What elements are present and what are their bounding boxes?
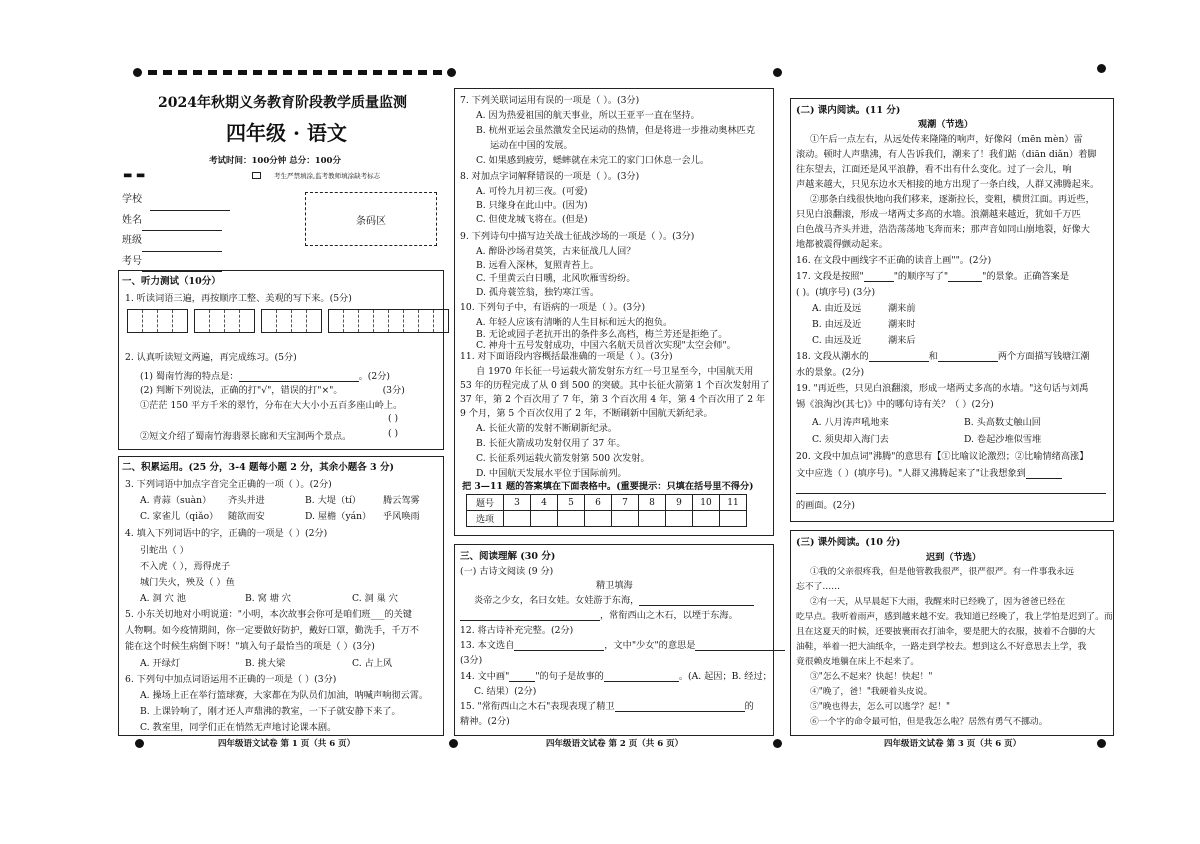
exam-info: 考试时间：100分钟 总分：100分 — [209, 156, 341, 166]
option-3B[interactable]: B. 大堤（tí） — [305, 495, 361, 506]
answer-cell[interactable] — [639, 511, 666, 527]
option-4A[interactable]: A. 洞 穴 池 — [140, 593, 186, 604]
question-17: 17. 文段是按照" "的顺序写了" "的景象。正确答案是 — [796, 271, 1070, 282]
answer-cell[interactable] — [693, 511, 720, 527]
section-title: 三、阅读理解 (30 分) — [460, 551, 556, 562]
passage-line: ⑤"晚也得去，怎么可以逃学？起！" — [810, 702, 951, 712]
option-11D[interactable]: D. 中国航天发展水平位于国际前列。 — [476, 468, 627, 479]
passage-line: ③"怎么不起来？快起！快起！" — [810, 672, 933, 682]
question-16: 16. 在文段中画线字不正确的读音上画""。(2分) — [796, 255, 992, 266]
question-2b1: ①茫茫 150 平方千米的翠竹，分布在大大小小五百多座山岭上。 — [140, 400, 403, 411]
question-4a: 引蛇出（ ） — [140, 545, 189, 556]
question-13: 13. 本文选自 ，文中"少女"的意思是 — [460, 637, 785, 651]
table-cell: 9 — [666, 495, 693, 511]
question-4b: 不入虎（ ），焉得虎子 — [140, 561, 231, 572]
option-5C[interactable]: C. 占上风 — [352, 658, 393, 669]
option-7B2: 运动在中国的发展。 — [490, 140, 573, 151]
corner-dot — [135, 739, 144, 748]
field-class[interactable]: 班级 — [122, 231, 230, 252]
answer-line[interactable] — [796, 481, 1106, 494]
table-cell: 5 — [558, 495, 585, 511]
question-6: 6. 下列句中加点词语运用不正确的一项是（ ）(3分) — [125, 674, 337, 685]
option-17C2: 潮来后 — [888, 335, 916, 346]
question-15-b: 精神。(2分) — [460, 716, 510, 727]
option-3A2: 齐头并进 — [228, 495, 265, 506]
passage-line: ②有一天，从早晨起下大雨，我醒来时已经晚了，因为爸爸已经在 — [810, 597, 1066, 607]
question-17-answer: ( )。(填序号) (3分) — [796, 287, 876, 298]
question-2b2: ②短文介绍了蜀南竹海翡翠长廊和天宝洞两个景点。 — [140, 431, 352, 442]
option-7A[interactable]: A. 因为热爱祖国的航天事业，所以王亚平一直在坚持。 — [476, 110, 700, 121]
table-cell: 选项 — [467, 511, 504, 527]
section-title: 一、听力测试（10分） — [122, 276, 221, 287]
page-footer: 四年级语文试卷 第 2 页（共 6 页） — [546, 739, 684, 749]
answer-cell[interactable] — [666, 511, 693, 527]
option-4C[interactable]: C. 洞 巢 穴 — [352, 593, 398, 604]
passage-11-line: 自 1970 年长征一号运载火箭发射东方红一号卫星至今，中国航天用 — [476, 366, 754, 377]
passage-line: 油鞋，举着一把大油纸伞，一路走到学校去。想到这么不好意思去上学，我 — [796, 642, 1087, 652]
corner-dot — [1097, 739, 1106, 748]
question-9: 9. 下列诗句中描写边关战士征战沙场的一项是（ ）。(3分) — [460, 231, 695, 242]
question-10: 10. 下列句子中，有语病的一项是（ ）。(3分) — [460, 302, 646, 313]
option-6A[interactable]: A. 操场上正在举行篮球赛，大家都在为队员们加油，呐喊声响彻云霄。 — [140, 690, 429, 701]
question-20c: 的画面。(2分) — [796, 500, 855, 511]
answer-cell[interactable] — [720, 511, 747, 527]
option-9D[interactable]: D. 孤舟蓑笠翁，独钓寒江雪。 — [476, 286, 600, 298]
section-title: 二、积累运用。(25 分，3-4 题每小题 2 分，其余小题各 3 分) — [122, 462, 394, 473]
answer-paren[interactable]: ( ) — [388, 428, 399, 439]
option-6C[interactable]: C. 教室里，同学们正在悄然无声地讨论课本剧。 — [140, 722, 337, 733]
poem-line: 炎帝之少女，名曰女娃。女娃游于东海， — [474, 592, 754, 606]
option-8C[interactable]: C. 但使龙城飞将在。(但是) — [476, 214, 588, 225]
question-1: 1. 听读词语三遍，再按顺序工整、美观的写下来。(5分) — [125, 293, 352, 304]
option-10B[interactable]: B. 无论或园子老抗开出的条件多么高档，梅兰芳还是拒绝了。 — [476, 328, 728, 340]
passage-11-line: 53 年的历程完成了从 0 到 500 的突破。其中长征火箭第 1 个百次发射用了 — [460, 380, 770, 391]
field-school[interactable]: 学校 — [122, 190, 230, 211]
table-cell: 3 — [504, 495, 531, 511]
question-2a: (1) 蜀南竹海的特点是： 。(2分) — [140, 371, 391, 382]
question-5c: 能在这个时候生病倒下呀！"填入句子最恰当的项是（ ）(3分) — [125, 641, 375, 652]
table-row — [467, 495, 747, 511]
option-17A[interactable]: A. 由近及远 — [812, 303, 862, 314]
question-19b: 锡《浪淘沙(其七)》中的哪句诗有关？（ ）(2分) — [796, 399, 994, 410]
poem-title: 精卫填海 — [596, 580, 633, 591]
field-name[interactable]: 姓名 — [122, 211, 230, 232]
passage-line: 声越来越大，只见东边水天相接的地方出现了一条白线，人群又沸腾起来。 — [796, 179, 1100, 190]
answer-table — [466, 494, 747, 527]
question-4: 4. 填入下列词语中的字，正确的一项是（ ）(2分) — [125, 528, 328, 539]
option-9B[interactable]: B. 远看入深林，复照青苔上。 — [476, 259, 599, 271]
option-17A2: 潮来前 — [888, 303, 916, 314]
table-cell: 11 — [720, 495, 747, 511]
passage-line: 且在这夏天的时候，还要披裹雨衣打油伞，要是肥大的衣服，披着不合脚的大 — [796, 627, 1096, 637]
section-title: (三) 课外阅读。(10 分) — [796, 537, 901, 548]
question-5b: 人物啊。如今疫情期间，你一定要做好防护，戴好口罩，勤洗手，千万不 — [125, 625, 419, 636]
table-cell: 7 — [612, 495, 639, 511]
option-3C2: 随欲而安 — [228, 511, 265, 522]
question-11: 11. 对下面语段内容概括最准确的一项是（ ）。(3分) — [460, 351, 673, 362]
table-cell: 8 — [639, 495, 666, 511]
passage-line: 忘不了…… — [796, 582, 840, 592]
barcode-area: 条码区 — [305, 192, 437, 246]
option-6B[interactable]: B. 上课铃响了，刚才还人声鼎沸的教室，一下子就安静下来了。 — [140, 706, 401, 717]
corner-dot — [447, 68, 456, 77]
question-18-b: 水的景象。(2分) — [796, 367, 865, 378]
question-4c: 城门失火，殃及（ ）鱼 — [140, 577, 235, 588]
corner-dot — [133, 68, 142, 77]
corner-dot — [449, 739, 458, 748]
option-19B[interactable]: B. 头高数丈触山回 — [964, 417, 1041, 428]
notice-box — [252, 172, 261, 179]
option-19C[interactable]: C. 须臾却入海门去 — [812, 434, 889, 445]
option-7B1[interactable]: B. 杭州亚运会虽然激发全民运动的热情，但是将进一步推动奥林匹克 — [476, 125, 756, 136]
option-10A[interactable]: A. 年轻人应该有清晰的人生目标和远大的抱负。 — [476, 317, 673, 328]
answer-cell[interactable] — [612, 511, 639, 527]
question-20b: 文中应选（ ）(填序号)。"人群又沸腾起来了"让我想象到 — [796, 465, 1062, 479]
question-2: 2. 认真听读短文两遍，再完成练习。(5分) — [125, 352, 297, 363]
page-footer: 四年级语文试卷 第 3 页（共 6 页） — [884, 739, 1022, 749]
option-17B[interactable]: B. 由远及近 — [812, 319, 862, 330]
corner-dot — [773, 739, 782, 748]
question-20a: 20. 文段中加点词"沸腾"的意思有【①比喻议论激烈；②比喻情绪高涨】 — [796, 451, 1089, 462]
option-3B2: 腾云驾雾 — [383, 495, 420, 506]
option-19D[interactable]: D. 卷起沙堆似雪堆 — [964, 434, 1042, 445]
table-cell: 4 — [531, 495, 558, 511]
option-3C[interactable]: C. 家雀儿（qiǎo） — [140, 511, 219, 522]
passage-line: ⑥一个字的命令最可怕，但是我怎么啦？居然有勇气不挪动。 — [810, 717, 1048, 727]
option-19A[interactable]: A. 八月涛声吼地来 — [812, 417, 889, 428]
missing-mark: ▬ ▬ — [123, 170, 146, 181]
passage-line: 地都被震得颤动起来。 — [796, 239, 888, 250]
option-4B[interactable]: B. 窝 塘 穴 — [245, 593, 291, 604]
passage-line: ④"晚了，爸！"我硬着头皮说。 — [810, 687, 933, 697]
question-2b: (2) 判断下列说法，正确的打"√"，错误的打"×"。 (3分) — [140, 385, 405, 396]
table-cell: 题号 — [467, 495, 504, 511]
option-8B[interactable]: B. 只缘身在此山中。(因为) — [476, 200, 588, 211]
passage-line: 往东望去，江面还是风平浪静，看不出有什么变化。过了一会儿，响 — [796, 164, 1072, 175]
answer-cell[interactable] — [531, 511, 558, 527]
passage-11-line: 37 年，第 2 个百次用了 7 年，第 3 个百次用 4 年，第 4 个百次用了 2 年 — [460, 394, 766, 405]
option-17B2: 潮来时 — [888, 319, 916, 330]
question-15: 15. "常衔西山之木石"表现表现了精卫 的 — [460, 701, 754, 712]
page-subtitle: 四年级 · 语文 — [226, 121, 347, 145]
option-11A[interactable]: A. 长征火箭的发射不断刷新纪录。 — [476, 423, 618, 434]
dashed-bar — [148, 70, 443, 75]
passage-line: ②那条白线很快地向我们移来，逐渐拉长，变粗，横贯江面。再近些， — [810, 194, 1095, 205]
option-9A[interactable]: A. 醉卧沙场君莫笑，古来征战几人回？ — [476, 246, 636, 257]
option-9C[interactable]: C. 千里黄云白日曛，北风吹雁雪纷纷。 — [476, 273, 636, 284]
option-3A[interactable]: A. 青蒜（suàn） — [140, 495, 212, 506]
table-row — [467, 511, 747, 527]
passage-11-line: 9 个月，第 5 个百次仅用了 2 年，不断刷新中国航天新纪录。 — [460, 408, 713, 419]
poem-line: ，常衔西山之木石，以堙于东海。 — [460, 607, 738, 621]
passage-line: ①午后一点左右，从远处传来隆隆的响声，好像闷（mēn mèn）雷 — [810, 134, 1083, 145]
option-10C[interactable]: C. 神舟十五号发射成功，中国六名航天员首次实现"太空会师"。 — [476, 340, 736, 351]
question-8: 8. 对加点字词解释错误的一项是（ ）。(3分) — [460, 171, 640, 182]
option-3D[interactable]: D. 屋檐（yán） — [305, 511, 372, 522]
notice-text: 考生严禁填涂,监考教师填涂缺考标志 — [274, 172, 381, 180]
question-13-score: (3分) — [460, 655, 483, 666]
question-5a: 5. 小东关切地对小明说道："小明，本次故事会你可是咱们班___的关键 — [125, 609, 412, 620]
question-14-options: C. 结果）(2分) — [474, 686, 537, 697]
answer-cell[interactable] — [558, 511, 585, 527]
question-3: 3. 下列词语中加点字音完全正确的一项（ ）。(2分) — [125, 479, 332, 490]
option-17C[interactable]: C. 由远及近 — [812, 335, 862, 346]
option-3D2: 乎风唤雨 — [383, 511, 420, 522]
answer-cell[interactable] — [504, 511, 531, 527]
corner-dot — [773, 68, 782, 77]
page-title: 2024年秋期义务教育阶段教学质量监测 — [158, 95, 407, 111]
info-fields — [122, 190, 230, 272]
subsection-title: (一) 古诗文阅读 (9 分) — [460, 566, 554, 577]
answer-table-note: 把 3—11 题的答案填在下面表格中。(重要提示：只填在括号里不得分) — [462, 481, 754, 492]
passage-line: 竟很赖皮地躺在床上不起来了。 — [796, 657, 920, 667]
answer-paren[interactable]: ( ) — [388, 413, 399, 424]
table-cell: 6 — [585, 495, 612, 511]
section-title: (二) 课内阅读。(11 分) — [796, 105, 901, 116]
question-19a: 19. "再近些，只见白浪翻滚，形成一堵两丈多高的水墙。"这句话与刘禹 — [796, 383, 1089, 394]
passage-line: 吃早点。我听着雨声，感到越来越不安。我知道已经晚了，我上学怕是迟到了。而 — [796, 612, 1113, 622]
corner-dot — [1097, 64, 1106, 73]
passage-title: 迟到（节选） — [926, 552, 982, 563]
table-cell: 10 — [693, 495, 720, 511]
option-11B[interactable]: B. 长征火箭成功发射仅用了 37 年。 — [476, 438, 626, 449]
passage-line: 只见白浪翻滚，形成一堵两丈多高的水墙。浪潮越来越近，犹如千万匹 — [796, 209, 1081, 220]
passage-line: 滚动。顿时人声鼎沸，有人告诉我们，潮来了！我们踮（diān diǎn）着脚 — [796, 149, 1097, 160]
page-footer: 四年级语文试卷 第 1 页（共 6 页） — [218, 739, 356, 749]
option-5B[interactable]: B. 挑大梁 — [245, 658, 286, 669]
answer-cell[interactable] — [585, 511, 612, 527]
question-18: 18. 文段从潮水的 和 两个方面描写钱塘江潮 — [796, 351, 1090, 362]
writing-grid[interactable] — [127, 309, 455, 335]
passage-line: 白色战马齐头并进，浩浩荡荡地飞奔而来；那声音如同山崩地裂，好像大 — [796, 224, 1090, 235]
option-7C[interactable]: C. 如果感到疲劳，蟋蟀就在未完工的家门口休息一会儿。 — [476, 155, 710, 166]
question-7: 7. 下列关联词运用有误的一项是（ ）。(3分) — [460, 95, 640, 106]
question-14: 14. 文中画" "的句子是故事的 。(A. 起因；B. 经过； — [460, 671, 772, 682]
passage-line: ①我的父亲很疼我，但是他管教我很严，很严很严。有一件事我永远 — [810, 567, 1074, 577]
passage-title: 观潮（节选） — [918, 119, 974, 130]
question-12: 12. 将古诗补充完整。(2分) — [460, 625, 574, 636]
field-id[interactable]: 考号 — [122, 252, 230, 273]
option-8A[interactable]: A. 可怜九月初三夜。(可爱) — [476, 186, 588, 197]
option-5A[interactable]: A. 开绿灯 — [140, 658, 181, 669]
option-11C[interactable]: C. 长征系列运载火箭发射第 500 次发射。 — [476, 453, 650, 464]
